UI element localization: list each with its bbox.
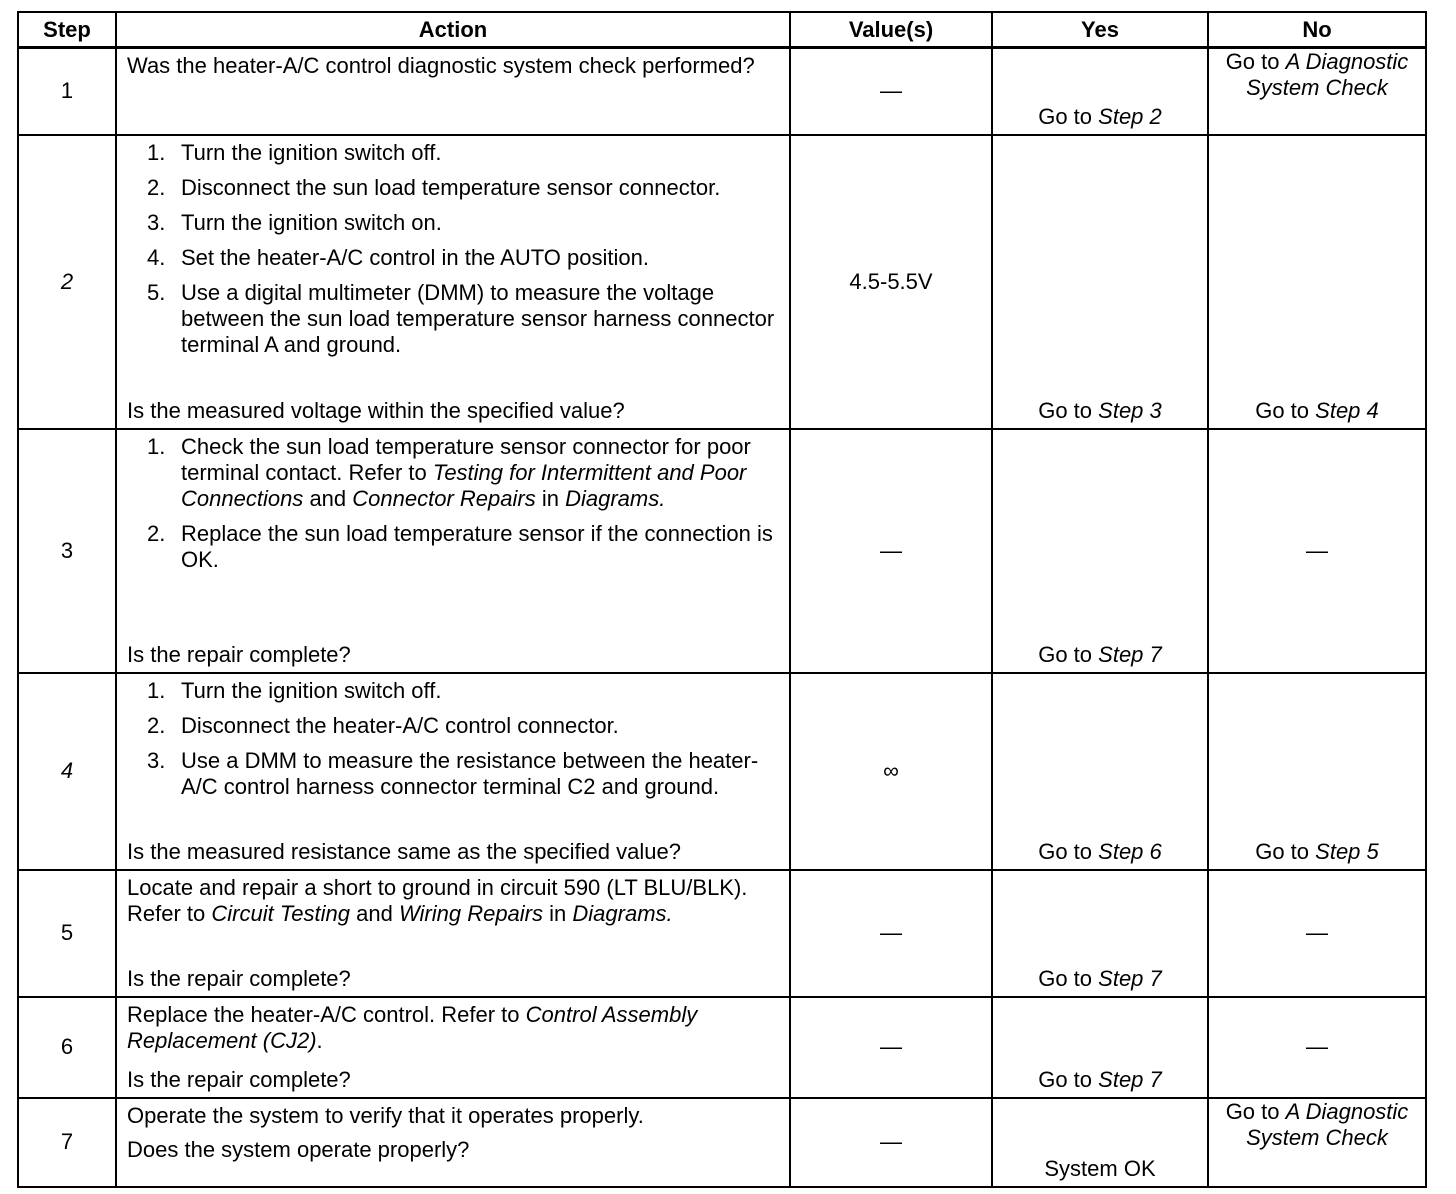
action-cell: [116, 48, 790, 135]
yes-cell: Go to Step 2: [992, 48, 1208, 135]
step-link[interactable]: Step 4: [1315, 397, 1379, 423]
step-link[interactable]: Step 3: [1098, 397, 1162, 423]
step-link[interactable]: Step 7: [1098, 1066, 1162, 1092]
step-link[interactable]: Step 7: [1098, 641, 1162, 667]
action-paragraph: Replace the heater-A/C control. Refer to Control Assembly Replacement (CJ2).: [127, 1001, 698, 1053]
list-item: 3. Use a DMM to measure the resistance between the heater-A/C control harness connector terminal C2 and ground.: [147, 747, 759, 799]
step-number: 7: [18, 1098, 116, 1187]
step-number: 2: [18, 135, 116, 429]
header-action: Action: [116, 12, 790, 48]
list-item: 1. Turn the ignition switch off.: [147, 139, 442, 165]
value-cell: —: [790, 870, 992, 997]
value-cell: ∞: [790, 673, 992, 870]
header-step: Step: [18, 12, 116, 48]
yes-cell: Go to Step 7: [992, 429, 1208, 673]
action-question: Is the measured voltage within the specified value?: [127, 397, 625, 423]
diagnostic-table: [17, 11, 1427, 1188]
action-cell: [116, 870, 790, 997]
action-question: Is the measured resistance same as the specified value?: [127, 838, 681, 864]
header-yes: Yes: [992, 12, 1208, 48]
value-cell: 4.5-5.5V: [790, 135, 992, 429]
action-cell: [116, 429, 790, 673]
step-number: 4: [18, 673, 116, 870]
table-row: [18, 1098, 1426, 1187]
action-question: Was the heater-A/C control diagnostic system check performed?: [127, 53, 755, 78]
yes-cell: System OK: [992, 1098, 1208, 1187]
table-row: [18, 673, 1426, 870]
list-item: 2. Disconnect the heater-A/C control connector.: [147, 712, 619, 738]
action-question: Is the repair complete?: [127, 1066, 351, 1092]
value-cell: —: [790, 1098, 992, 1187]
table-row: [18, 48, 1426, 135]
system-check-link[interactable]: A Diagnostic System Check: [1246, 1098, 1409, 1150]
list-item: 1. Turn the ignition switch off.: [147, 677, 442, 703]
header-values: Value(s): [790, 12, 992, 48]
step-link[interactable]: Step 2: [1098, 103, 1162, 129]
table-row: [18, 135, 1426, 429]
table-row: [18, 870, 1426, 997]
list-item: 3. Turn the ignition switch on.: [147, 209, 442, 235]
step-link[interactable]: Step 5: [1315, 838, 1379, 864]
no-cell: —: [1208, 997, 1426, 1098]
no-cell: Go to Step 4: [1208, 135, 1426, 429]
no-cell: —: [1208, 870, 1426, 997]
no-cell: —: [1208, 429, 1426, 673]
value-cell: —: [790, 997, 992, 1098]
action-question: Is the repair complete?: [127, 965, 351, 991]
table-row: [18, 429, 1426, 673]
no-cell: Go to A Diagnostic System Check: [1208, 1098, 1426, 1187]
action-cell: [116, 135, 790, 429]
list-item: 2. Disconnect the sun load temperature sensor connector.: [147, 174, 721, 200]
yes-cell: Go to Step 7: [992, 870, 1208, 997]
step-number: 1: [18, 48, 116, 135]
value-cell: —: [790, 429, 992, 673]
yes-cell: Go to Step 6: [992, 673, 1208, 870]
list-item: 5. Use a digital multimeter (DMM) to measure the voltage between the sun load temperature sensor harness connector terminal A and ground.: [147, 279, 775, 357]
step-number: 5: [18, 870, 116, 997]
action-question: Is the repair complete?: [127, 641, 351, 667]
no-cell: Go to Step 5: [1208, 673, 1426, 870]
action-cell: [116, 1098, 790, 1187]
yes-cell: Go to Step 7: [992, 997, 1208, 1098]
step-number: 6: [18, 997, 116, 1098]
action-paragraph: Operate the system to verify that it operates properly.: [127, 1102, 644, 1128]
step-link[interactable]: Step 6: [1098, 838, 1162, 864]
value-cell: —: [790, 48, 992, 135]
action-cell: [116, 997, 790, 1098]
list-item: 4. Set the heater-A/C control in the AUTO position.: [147, 244, 649, 270]
action-question: Does the system operate properly?: [127, 1136, 470, 1162]
list-item: 1. Check the sun load temperature sensor connector for poor terminal contact. Refer to Testing for Intermittent and Poor Connections and Connector Repairs in Diagrams.: [147, 433, 751, 511]
step-number: 3: [18, 429, 116, 673]
action-cell: [116, 673, 790, 870]
header-no: No: [1208, 12, 1426, 48]
table-row: [18, 997, 1426, 1098]
step-link[interactable]: Step 7: [1098, 965, 1162, 991]
list-item: 2. Replace the sun load temperature sensor if the connection is OK.: [147, 520, 773, 572]
yes-cell: Go to Step 3: [992, 135, 1208, 429]
action-paragraph: Locate and repair a short to ground in circuit 590 (LT BLU/BLK). Refer to Circuit Testing and Wiring Repairs in Diagrams.: [127, 874, 748, 926]
header-row: [18, 12, 1426, 48]
no-cell: Go to A Diagnostic System Check: [1208, 48, 1426, 135]
system-check-link[interactable]: A Diagnostic System Check: [1246, 49, 1409, 100]
